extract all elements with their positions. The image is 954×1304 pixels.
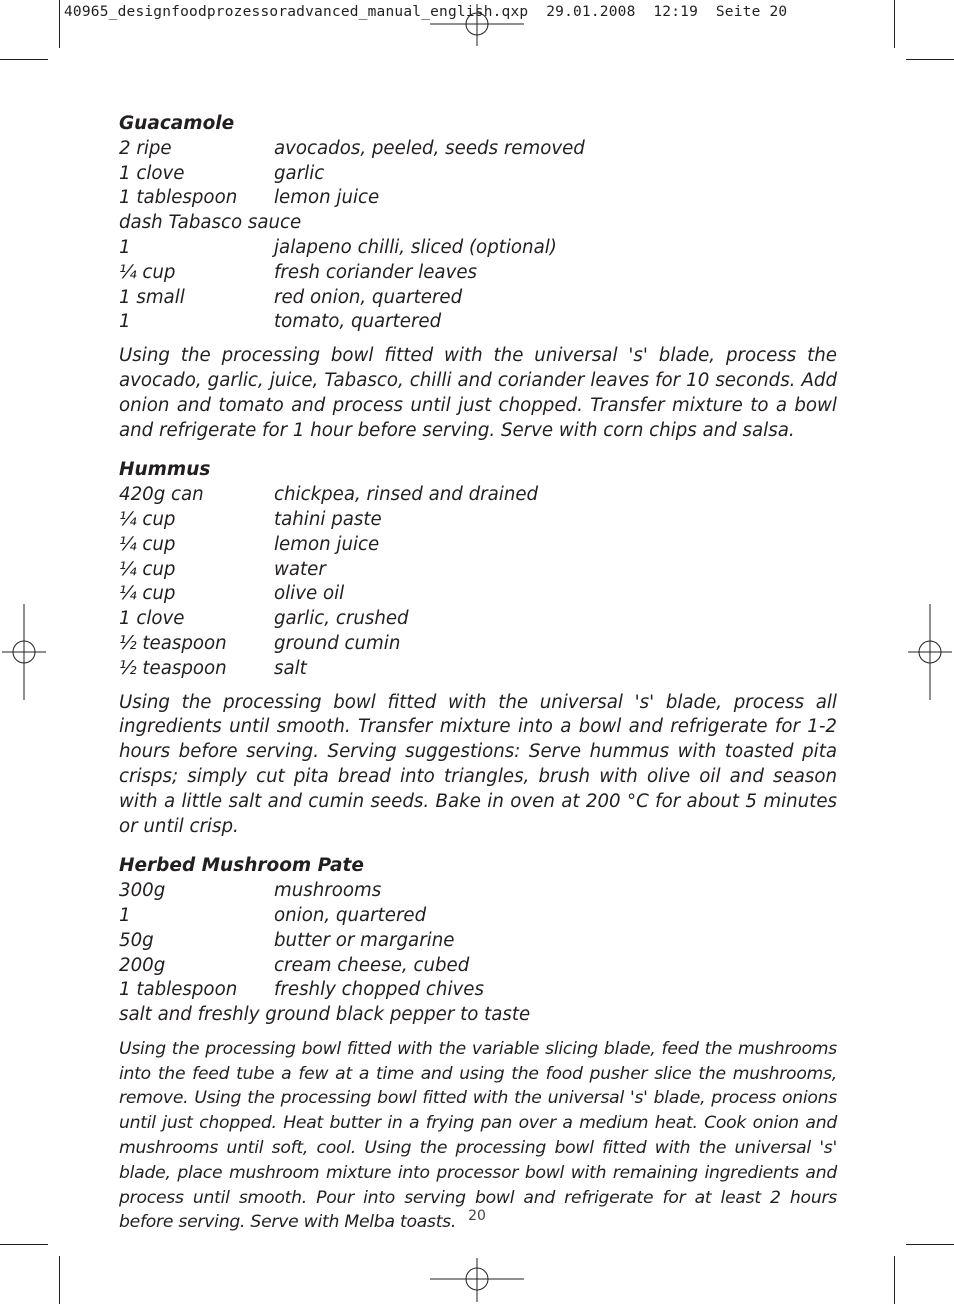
ingredient-item: ground cumin (274, 632, 401, 654)
recipe-title: Herbed Mushroom Pate (119, 855, 364, 877)
ingredient-row (119, 558, 837, 583)
ingredient-row (119, 632, 837, 657)
recipe-method: Using the processing bowl fitted with the universal 's' blade, process the avocado, garlic, juice, Tabasco, chilli and coriander leaves for 10 seconds. Add onion and tomato and process until just chopped. Transfer mixture to a bowl and refrigerate for 1 hour before serving. Serve with corn chips and salsa. (119, 345, 837, 441)
ingredient-row (119, 211, 837, 236)
ingredient-row (119, 162, 837, 187)
ingredient-item: mushrooms (274, 880, 382, 902)
ingredient-quantity: 50g (119, 929, 154, 951)
ingredient-item: jalapeno chilli, sliced (optional) (274, 236, 557, 258)
ingredient-row (119, 607, 837, 632)
ingredient-row (119, 483, 837, 508)
ingredient-quantity: ½ teaspoon (119, 657, 227, 679)
ingredient-item: freshly chopped chives (274, 979, 484, 1001)
ingredient-item: garlic (274, 162, 325, 184)
registration-mark-right (908, 604, 952, 700)
ingredient-quantity: 1 clove (119, 162, 185, 184)
ingredient-row (119, 582, 837, 607)
ingredient-item: lemon juice (274, 533, 380, 555)
ingredient-row (119, 508, 837, 533)
ingredient-item: fresh coriander leaves (274, 261, 477, 283)
ingredient-item: onion, quartered (274, 904, 427, 926)
ingredient-quantity: ¼ cup (119, 558, 176, 580)
print-slug-header: 40965_designfoodprozessoradvanced_manual_english.qxp 29.01.2008 12:19 Seite 20 (64, 4, 788, 20)
ingredient-item: water (274, 558, 326, 580)
recipe-content (119, 112, 837, 1250)
recipe-guacamole (119, 112, 837, 443)
ingredient-row (119, 261, 837, 286)
ingredient-item: garlic, crushed (274, 608, 409, 630)
recipe-title: Hummus (119, 459, 211, 481)
ingredient-quantity: ¼ cup (119, 533, 176, 555)
ingredient-item: butter or margarine (274, 929, 455, 951)
ingredient-row (119, 954, 837, 979)
recipe-title: Guacamole (119, 113, 235, 134)
ingredient-row (119, 657, 837, 682)
ingredient-quantity: ½ teaspoon (119, 632, 227, 654)
ingredient-item: lemon juice (274, 187, 380, 209)
ingredient-quantity: 2 ripe (119, 137, 172, 159)
ingredient-item: chickpea, rinsed and drained (274, 484, 539, 506)
ingredient-row (119, 236, 837, 261)
recipe-herbed-mushroom-pate (119, 854, 837, 1235)
ingredient-row (119, 137, 837, 162)
ingredient-quantity: ¼ cup (119, 583, 176, 605)
ingredient-item: red onion, quartered (274, 286, 463, 308)
ingredient-full-line: dash Tabasco sauce (119, 212, 302, 234)
ingredient-quantity: 420g can (119, 484, 204, 506)
ingredient-quantity: 1 (119, 904, 131, 926)
ingredient-quantity: 1 (119, 311, 131, 333)
ingredient-row (119, 978, 837, 1003)
registration-mark-top (430, 4, 524, 46)
ingredient-row (119, 879, 837, 904)
ingredient-item: salt (274, 657, 307, 679)
registration-mark-bottom (430, 1258, 524, 1302)
page-number: 20 (468, 1208, 486, 1224)
ingredient-item: olive oil (274, 583, 345, 605)
ingredient-item: tomato, quartered (274, 311, 442, 333)
ingredient-item: cream cheese, cubed (274, 954, 470, 976)
registration-mark-left (2, 604, 46, 700)
ingredient-quantity: 300g (119, 880, 166, 902)
ingredient-row (119, 904, 837, 929)
recipe-method: Using the processing bowl fitted with the variable slicing blade, feed the mushrooms into the feed tube a few at a time and using the food pusher slice the mushrooms, remove. Using the processing bowl fitted with the universal 's' blade, process onions until just chopped. Heat butter in a frying pan over a medium heat. Cook onion and mushrooms until soft, cool. Using the processing bowl fitted with the universal 's' blade, place mushroom mixture into processor bowl with remaining ingredients and process until smooth. Pour into serving bowl and refrigerate for at least 2 hours before serving. Serve with Melba toasts. (119, 1038, 837, 1233)
ingredient-item: tahini paste (274, 508, 382, 530)
ingredient-quantity: ¼ cup (119, 508, 176, 530)
ingredient-row (119, 310, 837, 335)
ingredient-item: avocados, peeled, seeds removed (274, 137, 585, 159)
ingredient-row (119, 929, 837, 954)
ingredient-quantity: 1 (119, 236, 131, 258)
ingredient-quantity: 200g (119, 954, 166, 976)
ingredient-quantity: 1 tablespoon (119, 187, 238, 209)
ingredient-quantity: 1 tablespoon (119, 979, 238, 1001)
ingredient-quantity: 1 clove (119, 608, 185, 630)
ingredient-row (119, 186, 837, 211)
ingredient-row (119, 533, 837, 558)
ingredient-quantity: 1 small (119, 286, 185, 308)
ingredient-row (119, 286, 837, 311)
recipe-method: Using the processing bowl fitted with the universal 's' blade, process all ingredients until smooth. Transfer mixture into a bowl and refrigerate for 1-2 hours before serving. Serving suggestions: Serve hummus with toasted pita crisps; simply cut pita bread into triangles, brush with olive oil and season with a little salt and cumin seeds. Bake in oven at 200 °C for about 5 minutes or until crisp. (119, 691, 837, 837)
ingredient-quantity: ¼ cup (119, 261, 176, 283)
ingredient-row (119, 1003, 837, 1028)
recipe-hummus (119, 458, 837, 839)
ingredient-full-line: salt and freshly ground black pepper to taste (119, 1004, 531, 1026)
